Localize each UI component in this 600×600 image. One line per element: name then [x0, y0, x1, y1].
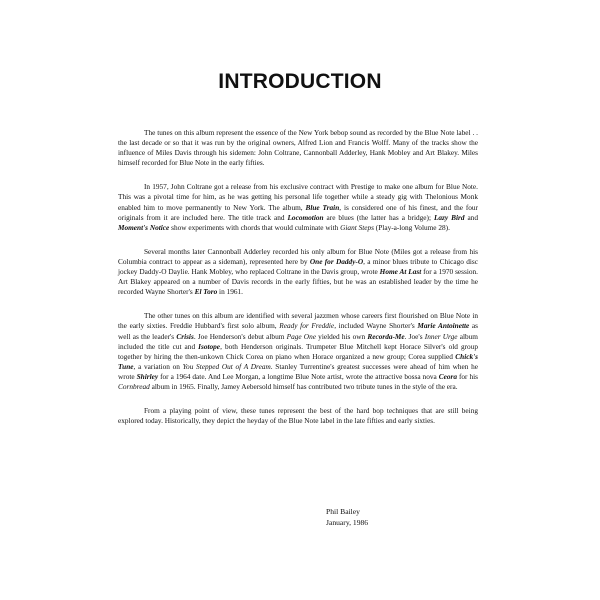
paragraph-text: as well as the leader's — [118, 321, 478, 341]
paragraph-text: and — [464, 212, 478, 222]
paragraph-text: . Joe's — [404, 331, 425, 341]
paragraph-text: From a playing point of view, these tunes represent the best of the hard bop techniques that are still being explored today. Historically, they depict the heyday of the Blue Note label in the late fifties and early sixties. — [118, 406, 478, 426]
paragraph-text: album in 1965. Finally, Jamey Aebersold himself has contributed two tribute tunes in the style of the era. — [149, 381, 458, 391]
emphasized-title-text: Isotope — [198, 341, 221, 351]
signature-date: January, 1986 — [326, 517, 369, 527]
emphasized-title-text: Giant Steps — [340, 222, 374, 232]
paragraph-text: . Joe Henderson's debut album — [193, 331, 287, 341]
paragraph — [118, 128, 478, 168]
introduction-body — [118, 128, 478, 440]
paragraph-text: album included the title cut and — [118, 331, 478, 351]
paragraph-text: for his — [456, 371, 478, 381]
paragraph-text: , is considered one of his finest, and the four originals from it are included here. The title track and — [118, 202, 478, 222]
emphasized-title-text: Locomotion — [287, 212, 324, 222]
paragraph — [118, 247, 478, 297]
paragraph-text: , both Henderson originals. Trumpeter Blue Mitchell kept Horace Silver's old group together by hiring the then-unkown Chick Corea on piano when Horace organized a new group; Corea supplied — [118, 341, 478, 361]
paragraph-text: show experiments with chords that would culminate with — [169, 222, 341, 232]
paragraph-text: for a 1970 session. Art Blakey appeared on a number of Davis records in the early fifties, but he was an established leader by the time he recorded Wayne Shorter's — [118, 267, 478, 297]
emphasized-title-text: Chick's Tune — [118, 351, 478, 371]
emphasized-title-text: Ready for Freddie — [279, 321, 335, 331]
emphasized-title-text: One for Daddy-O — [309, 256, 364, 266]
author-name: Phil Bailey — [326, 507, 360, 516]
emphasized-title-text: Moment's Notice — [118, 222, 170, 232]
emphasized-title-text: El Toro — [194, 287, 218, 297]
paragraph — [118, 182, 478, 232]
emphasized-title-text: Blue Train — [305, 202, 340, 212]
emphasized-title-text: Crisis — [176, 331, 194, 341]
paragraph-text: The other tunes on this album are identified with several jazzmen whose careers first flourished on Blue Note in the early sixties. Freddie Hubbard's first solo album, — [118, 311, 478, 331]
paragraph-text: in 1961. — [217, 287, 243, 297]
emphasized-title-text: Shirley — [136, 371, 159, 381]
emphasized-title-text: Ceora — [438, 371, 457, 381]
paragraph-text: (Play-a-long Volume 28). — [373, 222, 450, 232]
paragraph-text: , a variation on — [133, 361, 183, 371]
signature-block — [326, 507, 368, 528]
paragraph-text: , included Wayne Shorter's — [334, 321, 418, 331]
emphasized-title-text: You Stepped Out of A Dream — [182, 361, 271, 371]
paragraph — [118, 311, 478, 392]
emphasized-title-text: Recorda-Me — [367, 331, 405, 341]
emphasized-title-text: Home At Last — [379, 267, 422, 277]
paragraph — [118, 406, 478, 426]
emphasized-title-text: Cornbread — [118, 381, 150, 391]
paragraph-text: are blues (the latter has a bridge); — [323, 212, 434, 222]
emphasized-title-text: Lazy Bird — [433, 212, 465, 222]
emphasized-title-text: Page One — [286, 331, 316, 341]
paragraph-text: , a minor blues tribute to Chicago disc jockey Daddy-O Daylie. Hank Mobley, who replaced Coltrane in the Davis group, wrote — [118, 256, 478, 277]
paragraph-text: for a 1964 date. And Lee Morgan, a longtime Blue Note artist, wrote the attractive bossa nova — [158, 371, 439, 381]
emphasized-title-text: Inner Urge — [424, 331, 458, 341]
page-title: INTRODUCTION — [218, 70, 382, 93]
paragraph-text: In 1957, John Coltrane got a release from his exclusive contract with Prestige to make one album for Blue Note. This was a pivotal time for him, as he was getting his personal life together while a steady gig with Thelonious Monk enabled him to move permanently to New York. The album, — [118, 182, 478, 212]
emphasized-title-text: Marie Antoinette — [417, 321, 470, 331]
paragraph-text: Several months later Cannonball Adderley recorded his only album for Blue Note (Miles got a release from his Columbia contract to appear as a sideman), represented here by — [118, 246, 478, 266]
paragraph-text: . Stanley Turrentine's greatest successes were ahead of him when he wrote — [118, 361, 479, 381]
paragraph-text: yielded his own — [315, 331, 368, 341]
paragraph-text: The tunes on this album represent the essence of the New York bebop sound as recorded by the Blue Note label . . the last decade or so that it was run by the original owners, Alfred Lion and Francis Wolff. Many of the tracks show the influence of Miles Davis through his sidemen: John Coltrane, Cannonball Adderley, Hank Mobley and Art Blakey. Miles himself recorded for Blue Note in the early fifties. — [118, 128, 478, 168]
